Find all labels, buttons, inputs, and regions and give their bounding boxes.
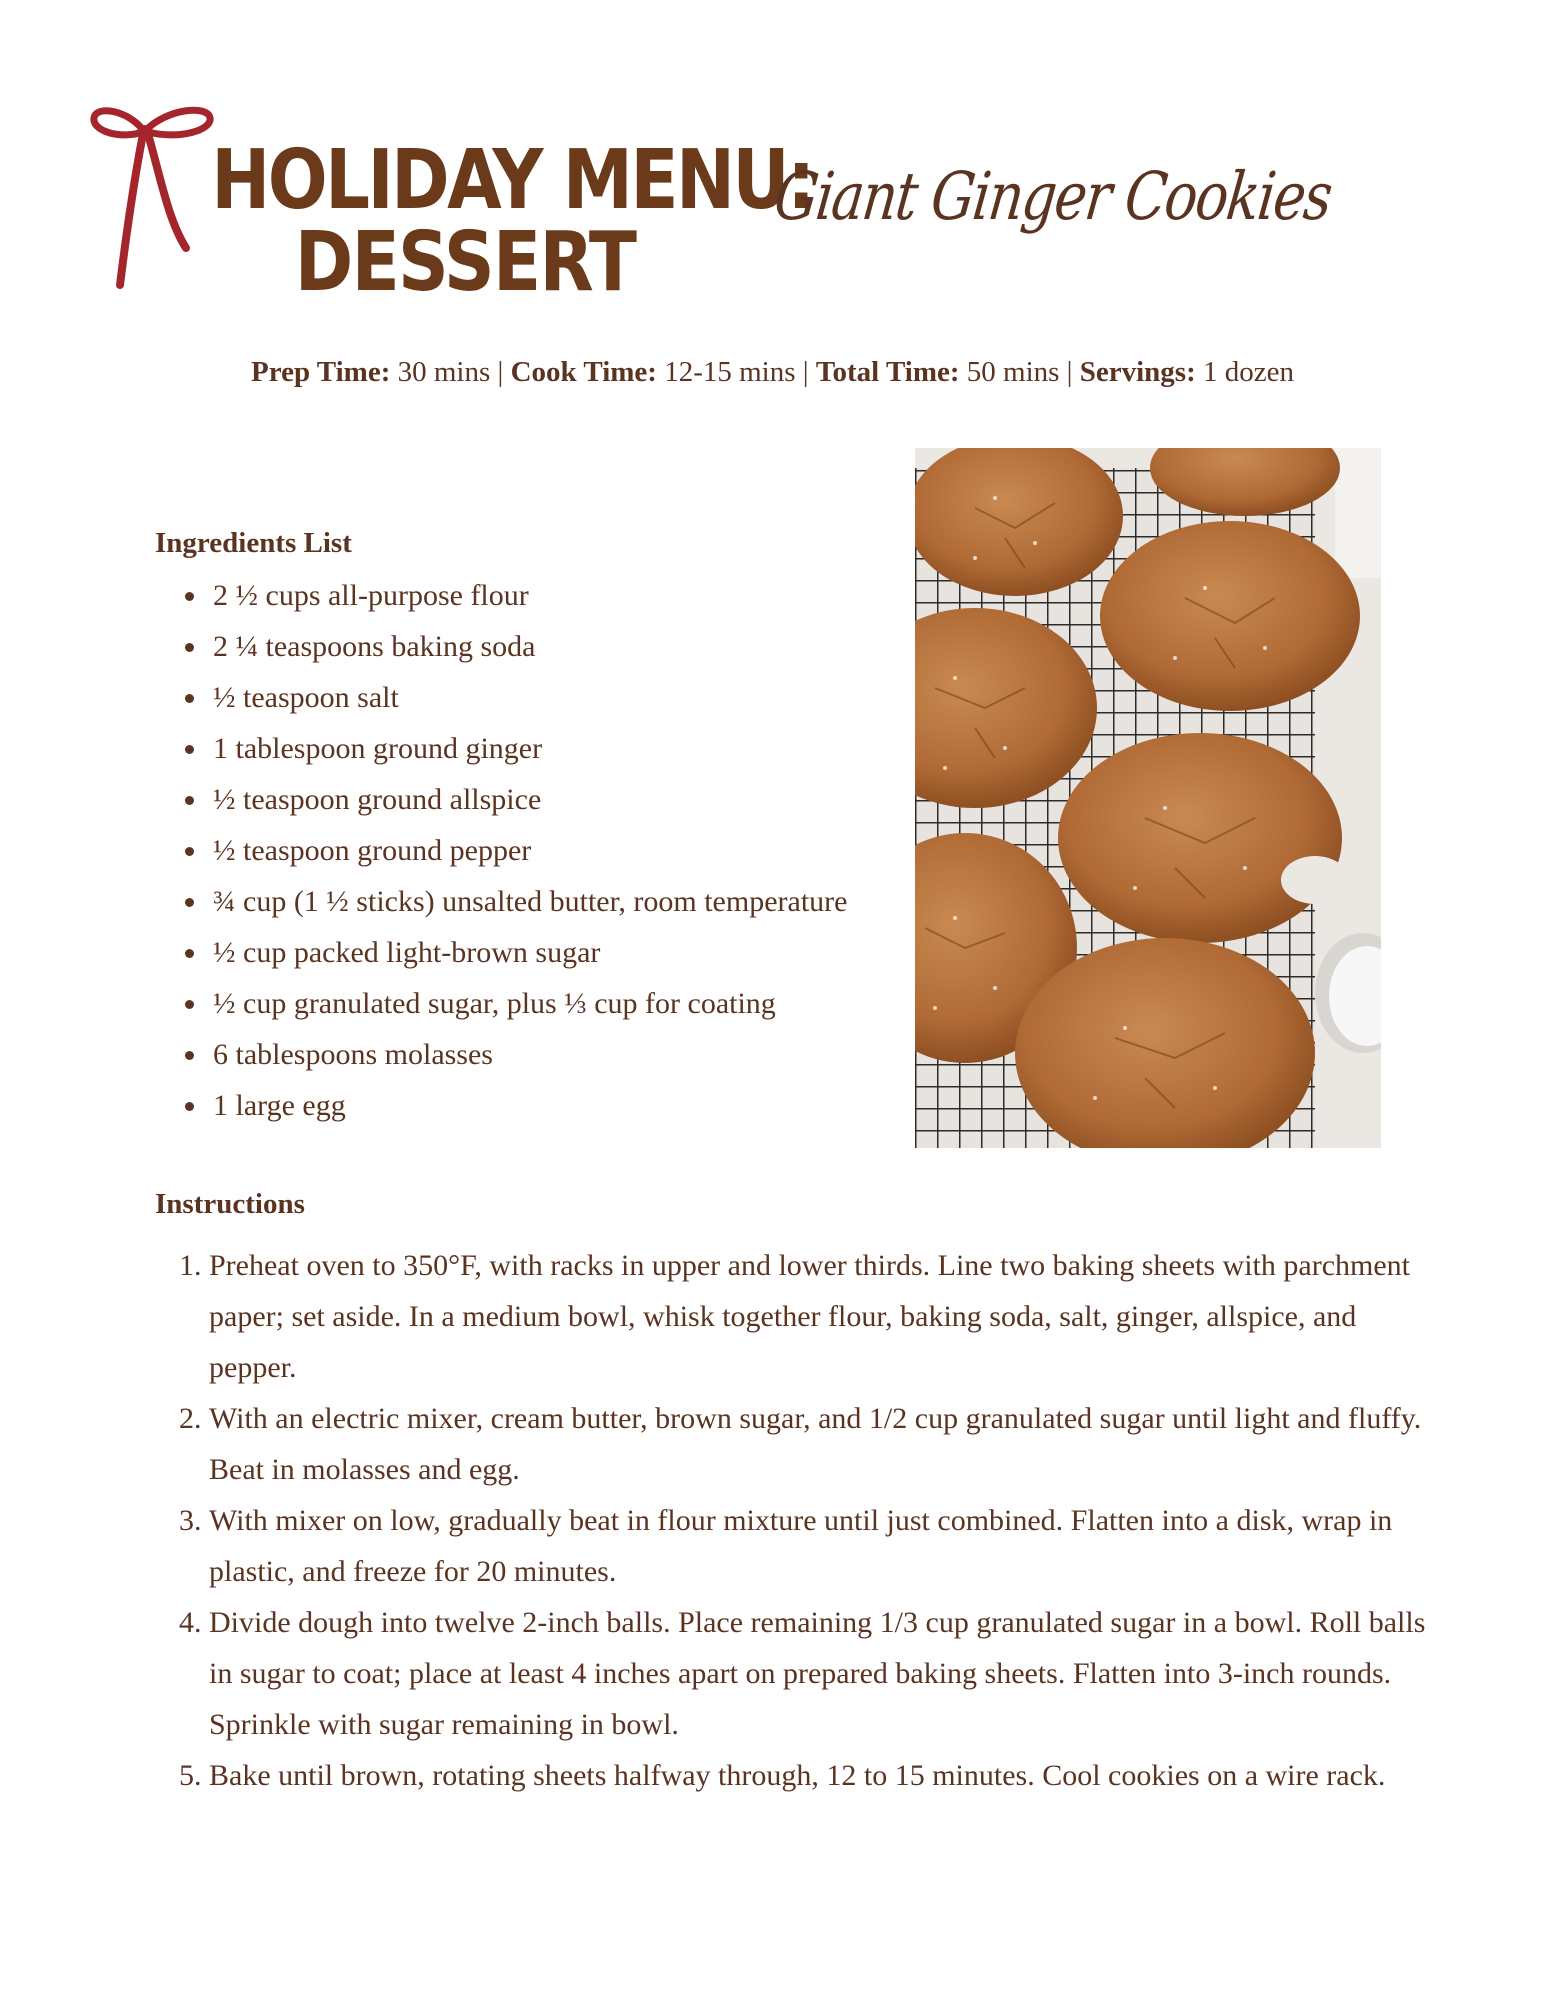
list-item: • 2 ½ cups all-purpose flour — [209, 570, 949, 621]
list-item: • 2 ¼ teaspoons baking soda — [209, 621, 949, 672]
cook-time-value: 12-15 mins — [664, 356, 796, 388]
list-item: • 6 tablespoons molasses — [209, 1029, 949, 1080]
meta-separator: | — [497, 356, 504, 388]
list-item: 1. Preheat oven to 350°F, with racks in upper and lower thirds. Line two baking sheets with parchment paper; set aside. In a medium bowl, whisk together flour, baking soda, salt, ginger, allspice, and pepper. — [209, 1240, 1431, 1393]
title-line-holiday-menu: HOLIDAY MENU: — [211, 133, 813, 228]
instructions-heading: Instructions — [155, 1188, 305, 1220]
instructions-list — [163, 1240, 1431, 1801]
ingredients-heading: Ingredients List — [155, 527, 352, 559]
prep-time-label: Prep Time: — [251, 356, 391, 388]
total-time-value: 50 mins — [966, 356, 1060, 388]
prep-time-value: 30 mins — [397, 356, 491, 388]
list-item: • ¾ cup (1 ½ sticks) unsalted butter, room temperature — [209, 876, 949, 927]
ingredients-list — [163, 570, 949, 1131]
total-time-label: Total Time: — [815, 356, 960, 388]
meta-separator: | — [1066, 356, 1073, 388]
list-item: • 1 large egg — [209, 1080, 949, 1131]
ginger-cookies-image — [915, 448, 1381, 1148]
list-item: • ½ teaspoon ground allspice — [209, 774, 949, 825]
list-item: 2. With an electric mixer, cream butter, brown sugar, and 1/2 cup granulated sugar until light and fluffy. Beat in molasses and egg. — [209, 1393, 1431, 1495]
servings-label: Servings: — [1079, 356, 1196, 388]
recipe-times — [0, 356, 1545, 389]
list-item: 3. With mixer on low, gradually beat in flour mixture until just combined. Flatten into a disk, wrap in plastic, and freeze for 20 minutes. — [209, 1495, 1431, 1597]
list-item: • ½ teaspoon salt — [209, 672, 949, 723]
list-item: • ½ teaspoon ground pepper — [209, 825, 949, 876]
page-title — [170, 133, 813, 310]
recipe-name: Giant Ginger Cookies — [770, 158, 1335, 235]
servings-value: 1 dozen — [1202, 356, 1294, 388]
page-header — [0, 0, 1545, 320]
cook-time-label: Cook Time: — [510, 356, 657, 388]
cookie-photo — [915, 448, 1381, 1148]
list-item: • ½ cup packed light-brown sugar — [209, 927, 949, 978]
list-item: 5. Bake until brown, rotating sheets halfway through, 12 to 15 minutes. Cool cookies on a wire rack. — [209, 1750, 1431, 1801]
list-item: • ½ cup granulated sugar, plus ⅓ cup for coating — [209, 978, 949, 1029]
title-line-dessert: DESSERT — [294, 215, 636, 310]
list-item: 4. Divide dough into twelve 2-inch balls. Place remaining 1/3 cup granulated sugar in a bowl. Roll balls in sugar to coat; place at least 4 inches apart on prepared baking sheets. Flatten into 3-inch rounds. Sprinkle with sugar remaining in bowl. — [209, 1597, 1431, 1750]
list-item: • 1 tablespoon ground ginger — [209, 723, 949, 774]
meta-separator: | — [802, 356, 809, 388]
